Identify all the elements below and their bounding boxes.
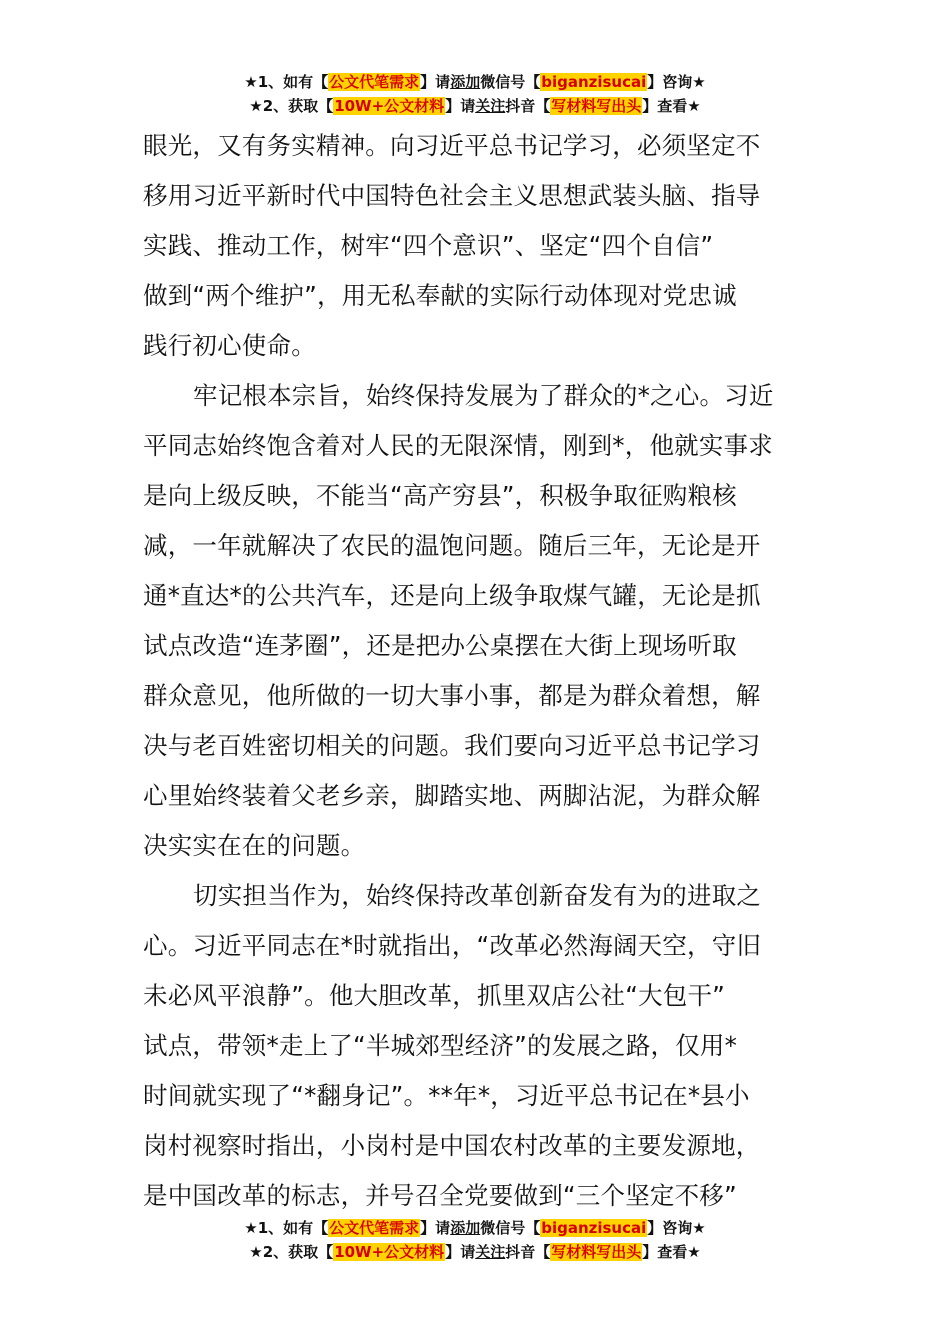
banner-text: 微信号【 [480, 73, 541, 91]
banner-text: 】请 [445, 1243, 476, 1261]
banner-line-1 [0, 1216, 950, 1240]
top-banner [0, 70, 950, 118]
body-line: 时间就实现了“*翻身记”。**年*，习近平总书记在*县小 [143, 1081, 750, 1110]
highlight-douyin-id: 写材料写出头 [551, 97, 642, 115]
body-line: 眼光，又有务实精神。向习近平总书记学习，必须坚定不 [143, 131, 761, 160]
banner-line-2 [0, 1240, 950, 1264]
document-body [143, 121, 815, 1221]
highlight-service: 公文代笔需求 [329, 1219, 420, 1237]
body-line: 移用习近平新时代中国特色社会主义思想武装头脑、指导 [143, 181, 761, 210]
body-line: 通*直达*的公共汽车，还是向上级争取煤气罐，无论是抓 [143, 581, 761, 610]
banner-text: 】请 [420, 1219, 451, 1237]
underlined-word: 添加 [450, 73, 481, 91]
banner-text: 抖音【 [505, 1243, 551, 1261]
banner-text: 】查看★ [642, 97, 701, 115]
paragraph-start: 牢记根本宗旨，始终保持发展为了群众的*之心。习近 [193, 381, 774, 410]
banner-text: ★2、获取【 [249, 97, 334, 115]
banner-text: 】查看★ [642, 1243, 701, 1261]
body-line: 减，一年就解决了农民的温饱问题。随后三年，无论是开 [143, 531, 761, 560]
body-line: 践行初心使命。 [143, 331, 316, 360]
body-line: 决与老百姓密切相关的问题。我们要向习近平总书记学习 [143, 731, 761, 760]
highlight-douyin-id: 写材料写出头 [551, 1243, 642, 1261]
body-line: 实践、推动工作，树牢“四个意识”、坚定“四个自信” [143, 231, 714, 260]
underlined-word: 添加 [450, 1219, 481, 1237]
paragraph-start: 切实担当作为，始终保持改革创新奋发有为的进取之 [193, 881, 762, 910]
highlight-wechat-id: biganzisucai [541, 1219, 647, 1237]
banner-text: ★2、获取【 [249, 1243, 334, 1261]
body-line: 试点改造“连茅圈”，还是把办公桌摆在大街上现场听取 [143, 631, 737, 660]
highlight-materials: 10W+公文材料 [334, 1243, 445, 1261]
body-line: 试点，带领*走上了“半城郊型经济”的发展之路，仅用* [143, 1031, 738, 1060]
body-line: 做到“两个维护”，用无私奉献的实际行动体现对党忠诚 [143, 281, 737, 310]
body-line: 群众意见，他所做的一切大事小事，都是为群众着想，解 [143, 681, 761, 710]
highlight-wechat-id: biganzisucai [541, 73, 647, 91]
body-line: 平同志始终饱含着对人民的无限深情，刚到*，他就实事求 [143, 431, 773, 460]
body-line: 未必风平浪静”。他大胆改革，抓里双店公社“大包干” [143, 981, 726, 1010]
banner-text: ★1、如有【 [244, 1219, 329, 1237]
body-line: 心。习近平同志在*时就指出，“改革必然海阔天空，守旧 [143, 931, 762, 960]
body-line: 是中国改革的标志，并号召全党要做到“三个坚定不移” [143, 1181, 737, 1210]
body-line: 是向上级反映，不能当“高产穷县”，积极争取征购粮核 [143, 481, 737, 510]
highlight-materials: 10W+公文材料 [334, 97, 445, 115]
underlined-word: 关注 [475, 97, 506, 115]
banner-text: 】请 [420, 73, 451, 91]
banner-text: 】咨询★ [647, 73, 706, 91]
underlined-word: 关注 [475, 1243, 506, 1261]
highlight-service: 公文代笔需求 [329, 73, 420, 91]
banner-line-2 [0, 94, 950, 118]
banner-text: 微信号【 [480, 1219, 541, 1237]
body-line: 决实实在在的问题。 [143, 831, 366, 860]
banner-text: 】请 [445, 97, 476, 115]
body-line: 心里始终装着父老乡亲，脚踏实地、两脚沾泥，为群众解 [143, 781, 761, 810]
bottom-banner [0, 1216, 950, 1264]
body-line: 岗村视察时指出，小岗村是中国农村改革的主要发源地， [143, 1131, 761, 1160]
banner-line-1 [0, 70, 950, 94]
banner-text: 抖音【 [505, 97, 551, 115]
banner-text: ★1、如有【 [244, 73, 329, 91]
banner-text: 】咨询★ [647, 1219, 706, 1237]
